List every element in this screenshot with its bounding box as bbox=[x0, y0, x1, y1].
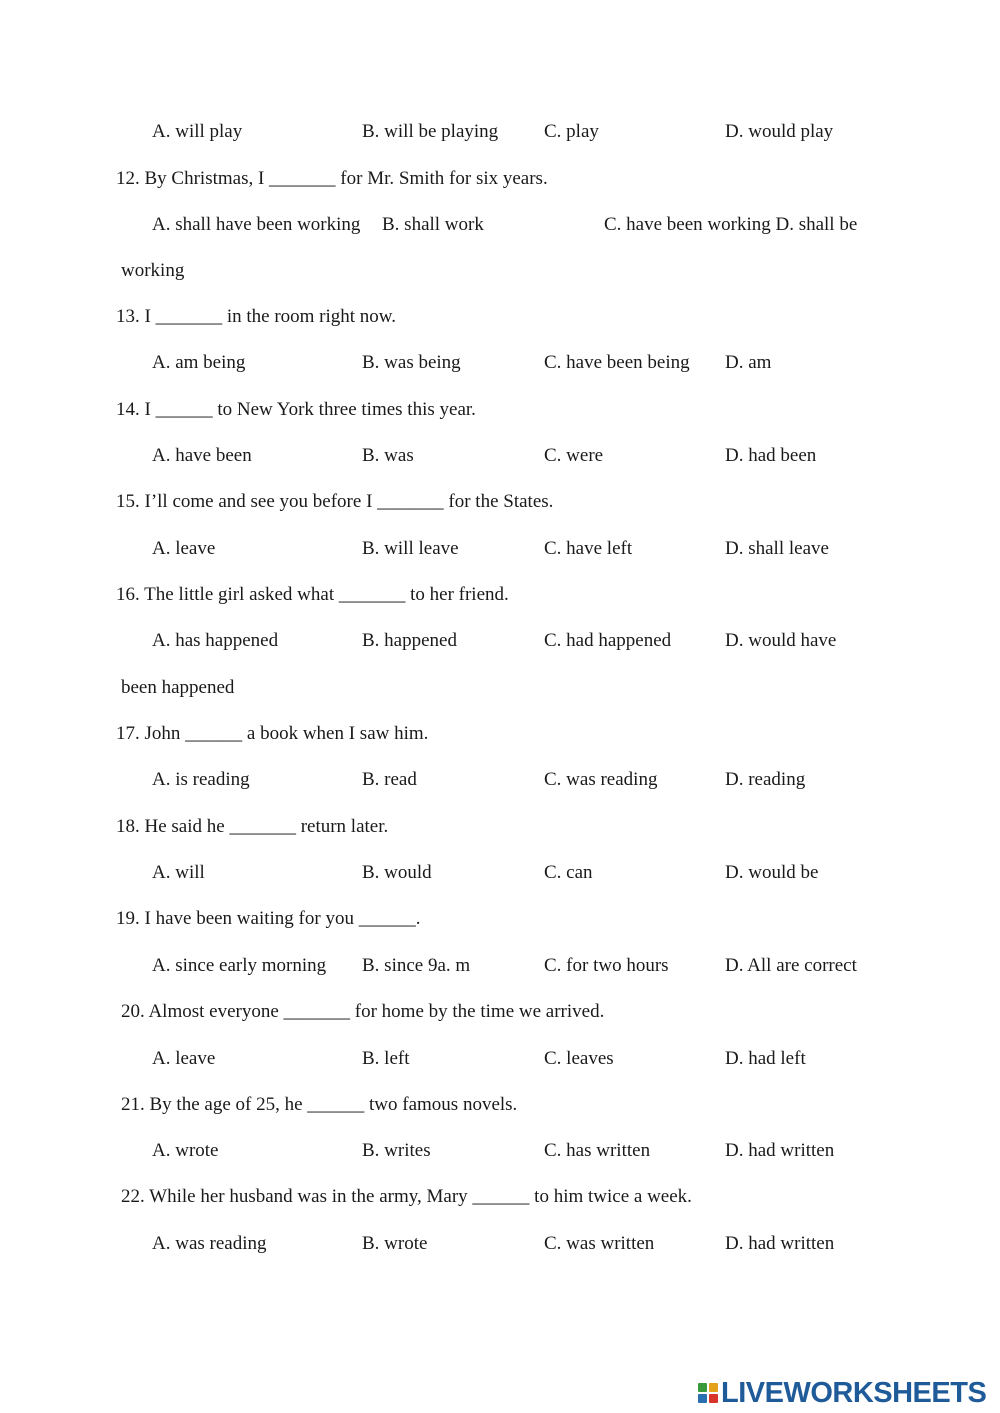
question-stem: 14. I ______ to New York three times this year. bbox=[116, 399, 476, 420]
brand-text: LIVEWORKSHEETS bbox=[721, 1376, 987, 1409]
option-d[interactable]: D. am bbox=[725, 352, 772, 373]
option-a[interactable]: A. have been bbox=[152, 445, 252, 466]
option-d[interactable]: D. All are correct bbox=[725, 955, 857, 976]
option-b[interactable]: B. writes bbox=[362, 1140, 431, 1161]
option-c[interactable]: C. were bbox=[544, 445, 604, 466]
option-b[interactable]: B. will leave bbox=[362, 538, 459, 559]
option-continuation: been happened bbox=[121, 677, 235, 698]
question-stem: 13. I _______ in the room right now. bbox=[116, 306, 397, 327]
logo-square-orange bbox=[709, 1383, 718, 1392]
option-d[interactable]: D. had written bbox=[725, 1233, 835, 1254]
option-b[interactable]: B. wrote bbox=[362, 1233, 428, 1254]
option-c[interactable]: C. had happened bbox=[544, 630, 672, 651]
option-b[interactable]: B. will be playing bbox=[362, 121, 499, 142]
question-stem: 15. I’ll come and see you before I _______ for the States. bbox=[116, 491, 554, 512]
option-d[interactable]: D. had been bbox=[725, 445, 817, 466]
option-a[interactable]: A. leave bbox=[152, 1048, 216, 1069]
question-stem: 20. Almost everyone _______ for home by the time we arrived. bbox=[121, 1001, 605, 1022]
option-b[interactable]: B. since 9a. m bbox=[362, 955, 471, 976]
option-c[interactable]: C. leaves bbox=[544, 1048, 614, 1069]
option-d[interactable]: D. had written bbox=[725, 1140, 835, 1161]
option-c[interactable]: C. was reading bbox=[544, 769, 658, 790]
option-a[interactable]: A. is reading bbox=[152, 769, 250, 790]
option-b[interactable]: B. was being bbox=[362, 352, 461, 373]
option-a[interactable]: A. will play bbox=[152, 121, 243, 142]
option-c[interactable]: C. have been being bbox=[544, 352, 690, 373]
option-a[interactable]: A. since early morning bbox=[152, 955, 327, 976]
question-stem: 18. He said he _______ return later. bbox=[116, 816, 389, 837]
option-a[interactable]: A. am being bbox=[152, 352, 246, 373]
option-c[interactable]: C. for two hours bbox=[544, 955, 669, 976]
option-d[interactable]: D. had left bbox=[725, 1048, 806, 1069]
question-stem: 17. John ______ a book when I saw him. bbox=[116, 723, 429, 744]
option-c[interactable]: C. can bbox=[544, 862, 593, 883]
option-a[interactable]: A. has happened bbox=[152, 630, 279, 651]
question-stem: 12. By Christmas, I _______ for Mr. Smith for six years. bbox=[116, 168, 548, 189]
option-c[interactable]: C. play bbox=[544, 121, 599, 142]
option-a[interactable]: A. shall have been working bbox=[152, 214, 361, 235]
option-b[interactable]: B. left bbox=[362, 1048, 410, 1069]
option-d[interactable]: D. would play bbox=[725, 121, 834, 142]
option-continuation: working bbox=[121, 260, 185, 281]
option-b[interactable]: B. would bbox=[362, 862, 432, 883]
logo-square-green bbox=[698, 1383, 707, 1392]
option-d[interactable]: D. would be bbox=[725, 862, 819, 883]
logo-square-blue bbox=[698, 1394, 707, 1403]
option-c[interactable]: C. has written bbox=[544, 1140, 651, 1161]
question-stem: 19. I have been waiting for you ______. bbox=[116, 908, 421, 929]
option-c[interactable]: C. was written bbox=[544, 1233, 655, 1254]
option-b[interactable]: B. happened bbox=[362, 630, 457, 651]
liveworksheets-logo[interactable] bbox=[698, 1378, 986, 1408]
option-b[interactable]: B. read bbox=[362, 769, 417, 790]
option-a[interactable]: A. wrote bbox=[152, 1140, 219, 1161]
question-stem: 16. The little girl asked what _______ to her friend. bbox=[116, 584, 509, 605]
option-d[interactable]: D. shall leave bbox=[725, 538, 829, 559]
option-a[interactable]: A. was reading bbox=[152, 1233, 267, 1254]
liveworksheets-icon bbox=[698, 1383, 718, 1403]
question-stem: 21. By the age of 25, he ______ two famous novels. bbox=[121, 1094, 518, 1115]
option-c[interactable]: C. have left bbox=[544, 538, 633, 559]
option-c-d[interactable]: C. have been working D. shall be bbox=[604, 214, 858, 235]
option-d[interactable]: D. would have bbox=[725, 630, 837, 651]
option-b[interactable]: B. was bbox=[362, 445, 414, 466]
question-stem: 22. While her husband was in the army, Mary ______ to him twice a week. bbox=[121, 1186, 692, 1207]
option-a[interactable]: A. leave bbox=[152, 538, 216, 559]
option-d[interactable]: D. reading bbox=[725, 769, 806, 790]
logo-square-red bbox=[709, 1394, 718, 1403]
option-a[interactable]: A. will bbox=[152, 862, 205, 883]
option-b[interactable]: B. shall work bbox=[382, 214, 484, 235]
